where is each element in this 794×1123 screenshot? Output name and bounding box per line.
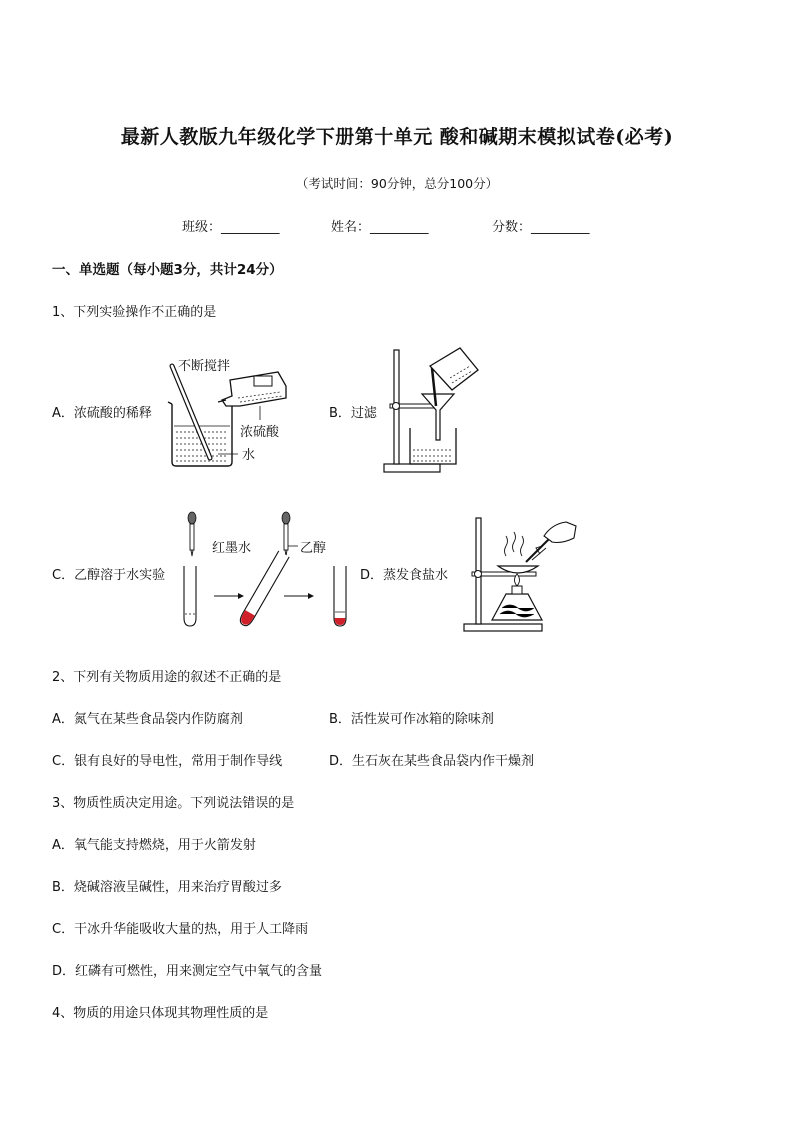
label-ethanol: 乙醇 [300,541,327,556]
question-3-stem: 3、物质性质决定用途。下列说法错误的是 [52,796,295,811]
q1-option-b: B．过滤 [329,406,377,421]
label-stir: 不断搅拌 [178,359,231,374]
q2-option-d: D．生石灰在某些食品袋内作干燥剂 [329,754,535,769]
class-field: 班级：_________ [182,220,280,235]
q2-option-b: B．活性炭可作冰箱的除味剂 [329,712,494,727]
label-red-ink: 红墨水 [212,541,252,556]
section-heading: 一、单选题（每小题3分，共计24分） [52,262,283,278]
q1-option-d: D．蒸发食盐水 [360,568,449,583]
q3-option-d: D．红磷有可燃性，用来测定空气中氧气的含量 [52,964,323,979]
q3-option-a: A．氧气能支持燃烧，用于火箭发射 [52,838,256,853]
q1-option-c: C．乙醇溶于水实验 [52,568,166,583]
q3-option-c: C．干冰升华能吸收大量的热，用于人工降雨 [52,922,309,937]
acid-dilution-diagram [160,350,310,470]
q3-option-b: B．烧碱溶液呈碱性，用来治疗胃酸过多 [52,880,282,895]
q1-option-a: A．浓硫酸的稀释 [52,406,152,421]
q2-option-c: C．银有良好的导电性，常用于制作导线 [52,754,283,769]
q2-option-a: A．氮气在某些食品袋内作防腐剂 [52,712,243,727]
score-field: 分数：_________ [492,220,590,235]
label-water: 水 [242,448,256,463]
question-1-stem: 1、下列实验操作不正确的是 [52,305,217,320]
name-field: 姓名：_________ [331,220,429,235]
exam-subtitle: （考试时间：90分钟，总分100分） [295,176,499,191]
ethanol-water-diagram [180,508,355,633]
evaporation-diagram [462,516,578,634]
question-4-stem: 4、物质的用途只体现其物理性质的是 [52,1006,269,1021]
question-2-stem: 2、下列有关物质用途的叙述不正确的是 [52,670,282,685]
page-title: 最新人教版九年级化学下册第十单元 酸和碱期末模拟试卷(必考) [120,126,674,148]
filtration-diagram [382,348,482,476]
label-conc-acid: 浓硫酸 [240,425,280,440]
